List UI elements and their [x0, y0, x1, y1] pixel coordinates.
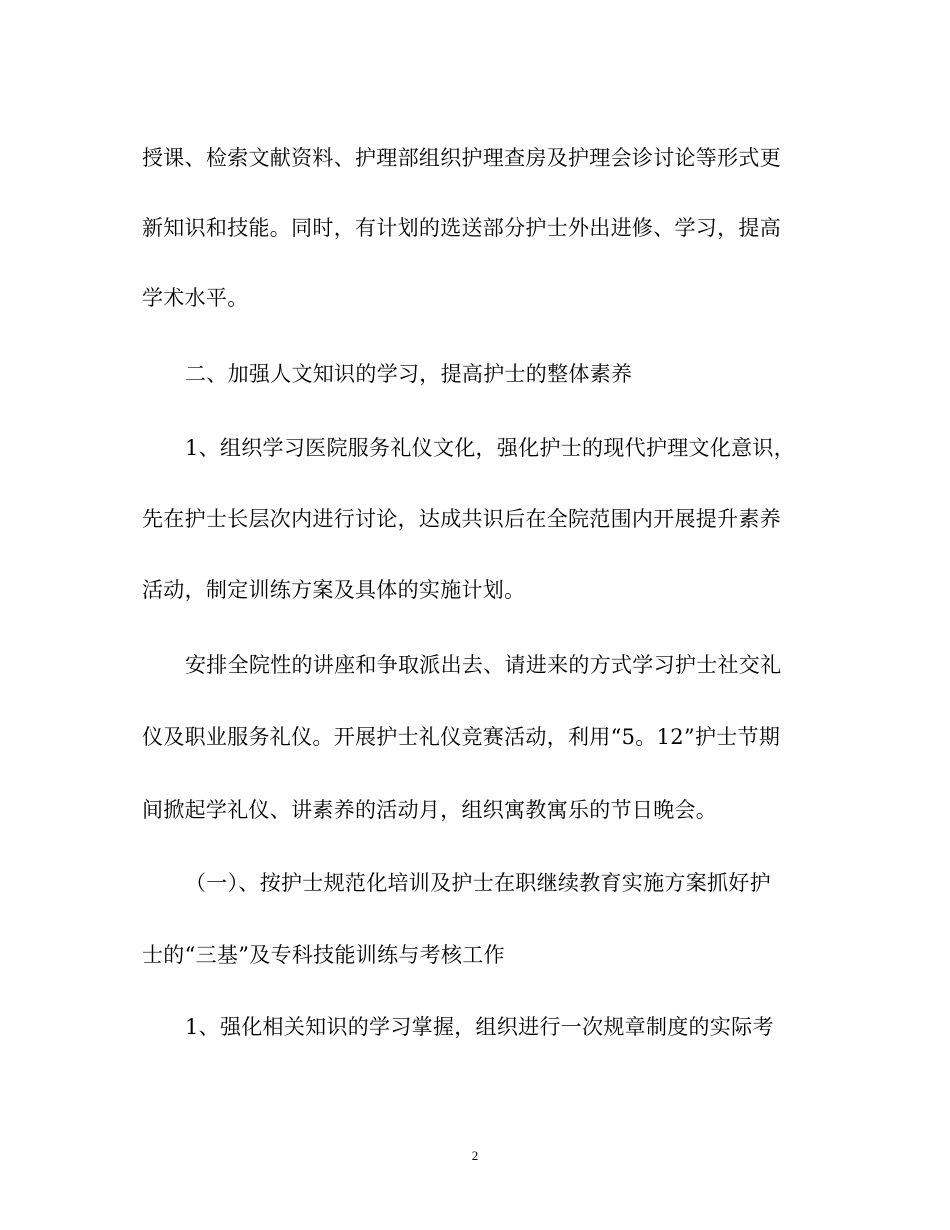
paragraph-line: 活动，制定训练方案及具体的实施计划。 [142, 578, 526, 602]
paragraph-line: 安排全院性的讲座和争取派出去、请进来的方式学习护士社交礼 [185, 653, 782, 677]
paragraph-line: 1、组织学习医院服务礼仪文化，强化护士的现代护理文化意识， [185, 436, 796, 460]
paragraph-line: 新知识和技能。同时，有计划的选送部分护士外出进修、学习，提高 [142, 216, 781, 240]
subsection-heading: （一）、按护士规范化培训及护士在职继续教育实施方案抓好护 [185, 871, 771, 895]
paragraph-line: 1、强化相关知识的学习掌握，组织进行一次规章制度的实际考 [185, 1015, 774, 1039]
paragraph-line: 学术水平。 [142, 286, 249, 310]
page-number: 2 [471, 1148, 479, 1163]
subsection-heading: 士的“三基”及专科技能训练与考核工作 [142, 943, 505, 967]
paragraph-line: 先在护士长层次内进行讨论，达成共识后在全院范围内开展提升素养 [142, 507, 781, 531]
paragraph-line: 授课、检索文献资料、护理部组织护理查房及护理会诊讨论等形式更 [142, 146, 781, 170]
section-heading: 二、加强人文知识的学习，提高护士的整体素养 [185, 362, 633, 386]
paragraph-line: 间掀起学礼仪、讲素养的活动月，组织寓教寓乐的节日晚会。 [142, 798, 718, 822]
paragraph-line: 仪及职业服务礼仪。开展护士礼仪竞赛活动，利用“5。12”护士节期 [142, 725, 781, 749]
